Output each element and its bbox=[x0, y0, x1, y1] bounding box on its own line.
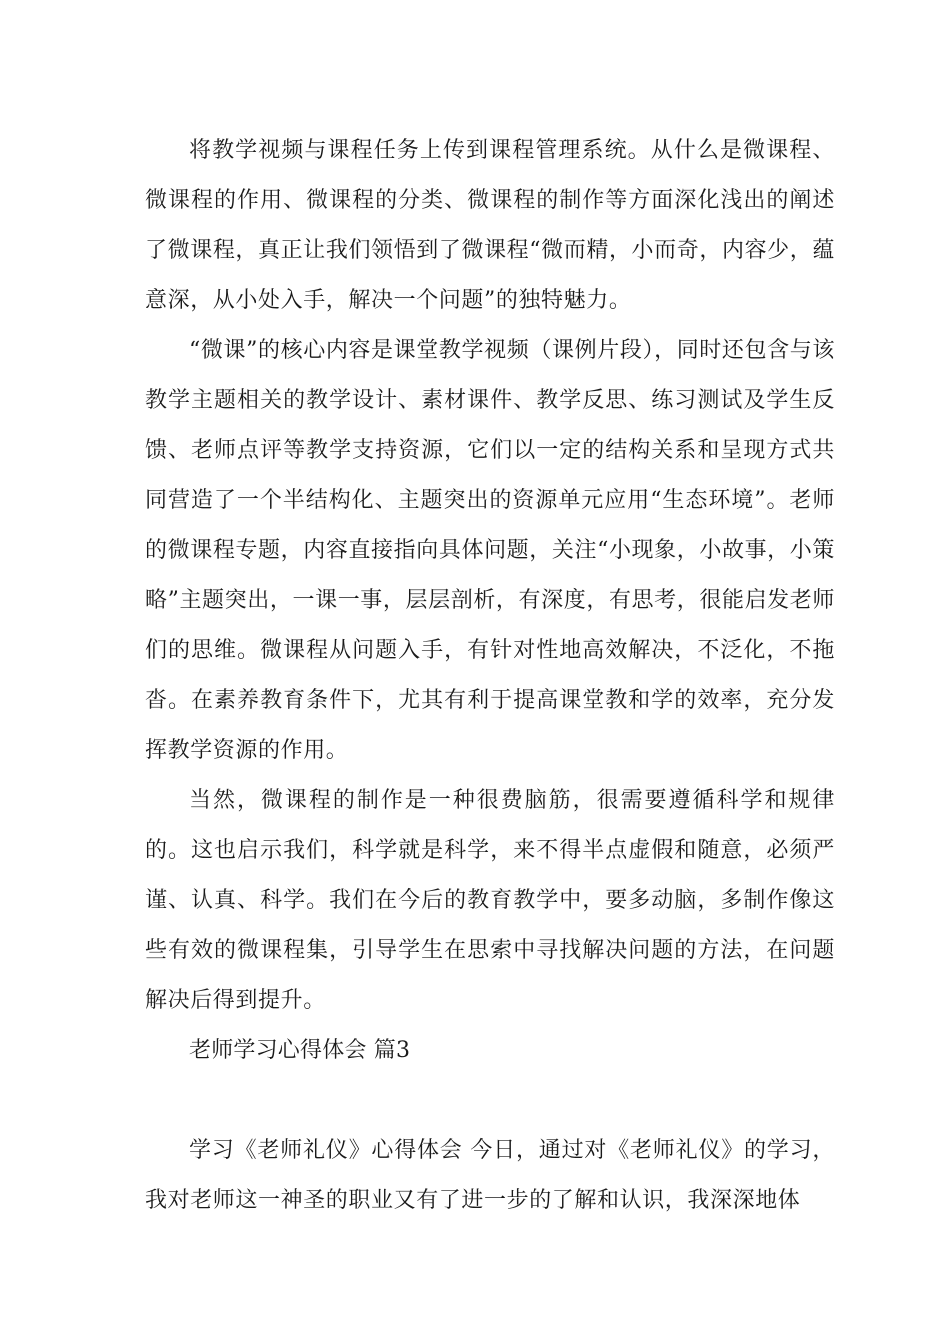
paragraph-micro-course-core: “微课”的核心内容是课堂教学视频（课例片段），同时还包含与该教学主题相关的教学设计、素材课件、教学反思、练习测试及学生反馈、老师点评等教学支持资源，它们以一定的结构关系和呈现方式共同营造了一个半结构化、主题突出的资源单元应用“生态环境”。老师的微课程专题，内容直接指向具体问题，关注“小现象，小故事，小策略”主题突出，一课一事，层层剖析，有深度，有思考，很能启发老师们的思维。微课程从问题入手，有针对性地高效解决，不泛化，不拖沓。在素养教育条件下，尤其有利于提高课堂教和学的效率，充分发挥教学资源的作用。 bbox=[145, 338, 835, 763]
paragraph-micro-course-production: 当然，微课程的制作是一种很费脑筋，很需要遵循科学和规律的。这也启示我们，科学就是科学，来不得半点虚假和随意，必须严谨、认真、科学。我们在今后的教育教学中，要多动脑，多制作像这些有效的微课程集，引导学生在思索中寻找解决问题的方法，在问题解决后得到提升。 bbox=[145, 788, 835, 1013]
blank-line bbox=[145, 1076, 835, 1126]
document-body bbox=[145, 126, 835, 1226]
paragraph-teacher-etiquette: 学习《老师礼仪》心得体会 今日，通过对《老师礼仪》的学习，我对老师这一神圣的职业又有了进一步的了解和认识，我深深地体 bbox=[145, 1138, 835, 1213]
paragraph-micro-course-upload: 将教学视频与课程任务上传到课程管理系统。从什么是微课程、微课程的作用、微课程的分类、微课程的制作等方面深化浅出的阐述了微课程，真正让我们领悟到了微课程“微而精，小而奇，内容少，蕴意深，从小处入手，解决一个问题”的独特魅力。 bbox=[145, 138, 835, 313]
section-heading: 老师学习心得体会 篇3 bbox=[189, 1038, 411, 1063]
